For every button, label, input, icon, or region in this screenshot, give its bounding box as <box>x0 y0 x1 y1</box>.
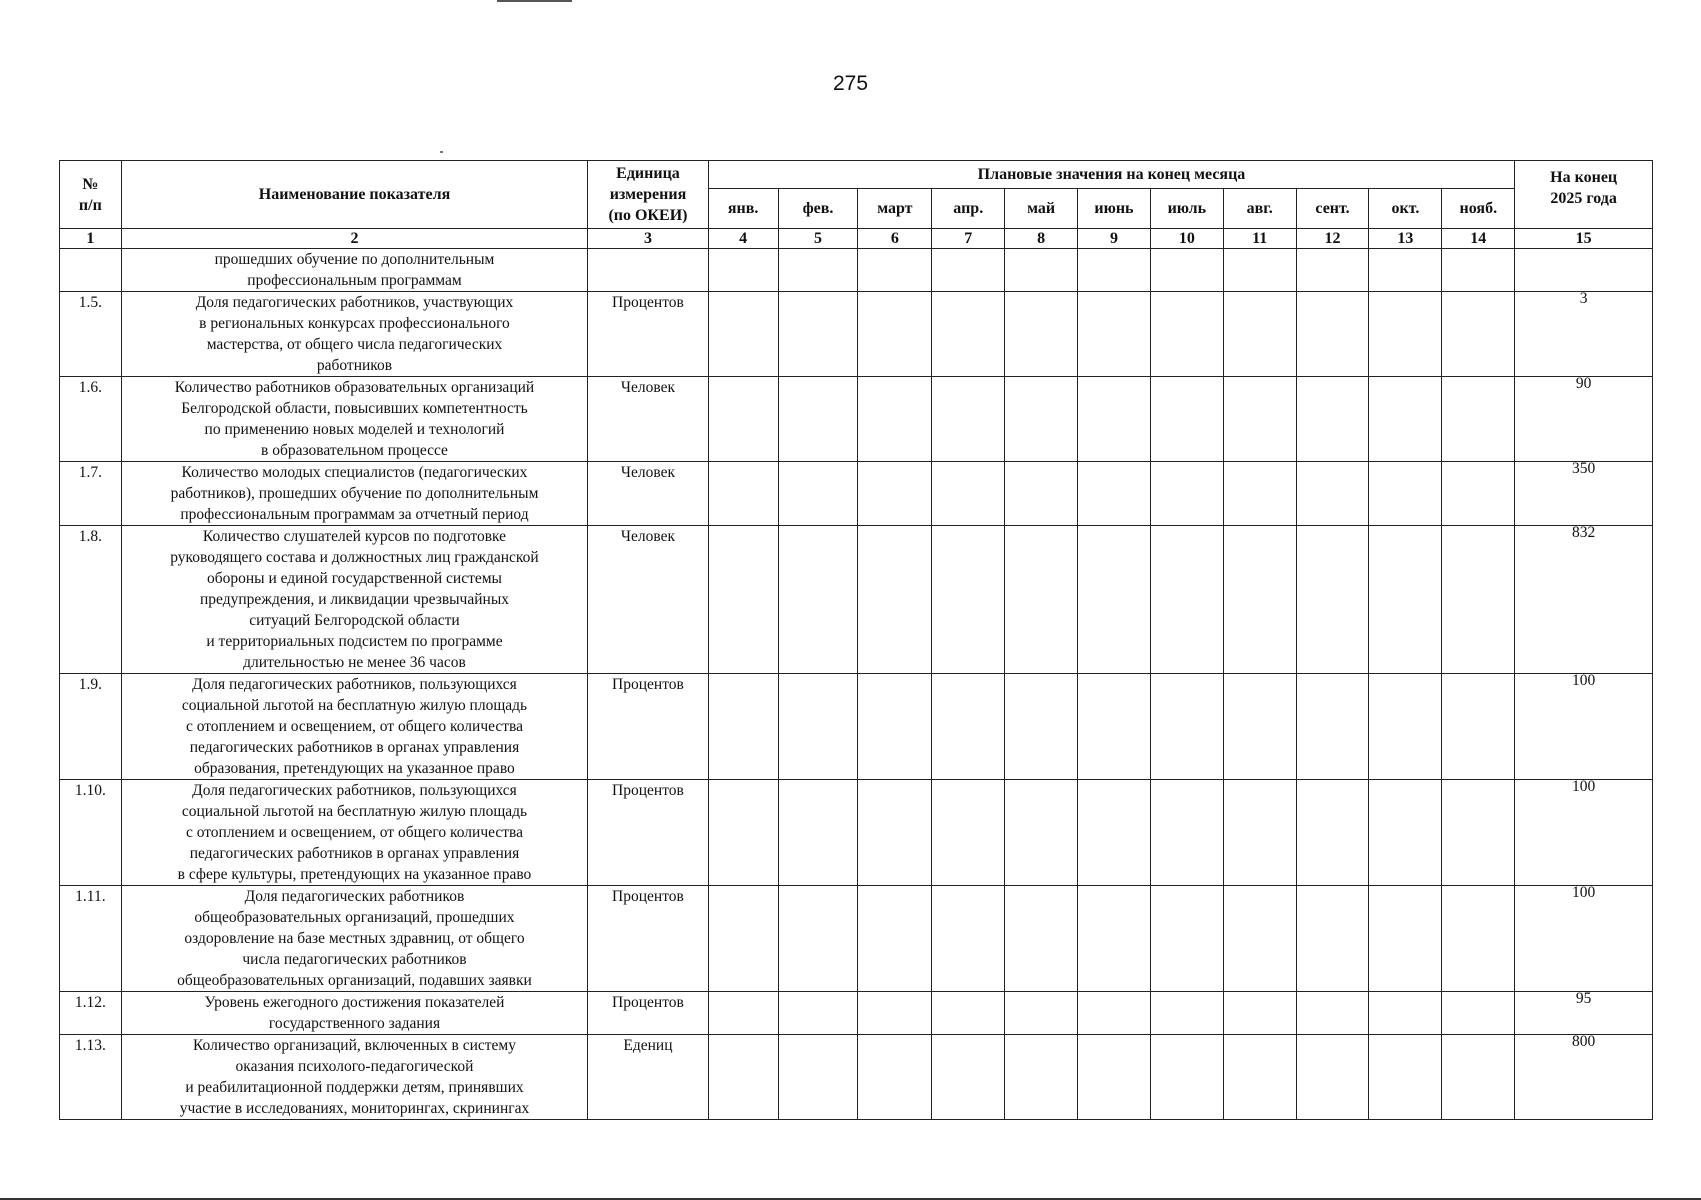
header-column-number: 2 <box>121 229 588 249</box>
header-column-number: 3 <box>588 229 708 249</box>
month-value-cell <box>932 992 1005 1035</box>
month-value-cell <box>1442 674 1515 780</box>
month-value-cell <box>708 249 778 292</box>
header-month: апр. <box>932 189 1005 229</box>
month-value-cell <box>1369 249 1442 292</box>
row-number-text: 1.8. <box>78 528 102 545</box>
indicator-name-text: Количество организаций, включенных в систему оказания психолого-педагогической и реабилитационной поддержки детям, принявших участие в исследованиях, мониторингах, скринингах <box>179 1037 530 1117</box>
month-value-cell <box>1442 249 1515 292</box>
unit-of-measure-text: Процентов <box>612 888 684 905</box>
indicator-name <box>121 674 588 780</box>
row-number-text: 1.9. <box>78 676 102 693</box>
table-row <box>60 249 1653 292</box>
month-value-cell <box>1150 292 1223 377</box>
row-number <box>60 377 122 462</box>
month-value-cell <box>1223 780 1296 886</box>
end-of-year-value <box>1515 1035 1653 1120</box>
month-value-cell <box>1369 526 1442 674</box>
month-value-cell <box>708 674 778 780</box>
row-number <box>60 886 122 992</box>
month-value-cell <box>1005 674 1078 780</box>
unit-of-measure <box>588 992 708 1035</box>
unit-of-measure <box>588 462 708 526</box>
month-value-cell <box>1296 674 1369 780</box>
month-value-cell <box>1369 886 1442 992</box>
end-of-year-value-text: 800 <box>1572 1034 1596 1050</box>
month-value-cell <box>1078 526 1151 674</box>
end-of-year-value <box>1515 780 1653 886</box>
month-value-cell <box>1150 1035 1223 1120</box>
header-month: май <box>1005 189 1078 229</box>
header-unit: Единица измерения (по ОКЕИ) <box>588 161 708 229</box>
row-number-text: 1.10. <box>74 782 106 799</box>
end-of-year-value <box>1515 292 1653 377</box>
row-number-text: 1.6. <box>78 379 102 396</box>
month-value-cell <box>1150 992 1223 1035</box>
month-value-cell <box>858 526 932 674</box>
month-value-cell <box>1296 1035 1369 1120</box>
indicator-name-text: Количество слушателей курсов по подготовке руководящего состава и должностных лиц гражданской обороны и единой государственной системы предупреждения, и ликвидации чрезвычайных ситуаций Белгородской области и территориальных подсистем по программе длительностью не менее 36 часов <box>170 528 539 671</box>
end-of-year-value-text: 832 <box>1572 525 1596 541</box>
month-value-cell <box>1296 462 1369 526</box>
month-value-cell <box>1150 526 1223 674</box>
month-value-cell <box>778 992 858 1035</box>
indicator-name-text: Количество работников образовательных организаций Белгородской области, повысивших компетентность по применению новых моделей и технологий в образовательном процессе <box>174 379 535 459</box>
month-value-cell <box>778 377 858 462</box>
header-column-number: 6 <box>858 229 932 249</box>
month-value-cell <box>708 462 778 526</box>
month-value-cell <box>1223 674 1296 780</box>
header-month: нояб. <box>1442 189 1515 229</box>
month-value-cell <box>1005 292 1078 377</box>
unit-of-measure <box>588 886 708 992</box>
header-column-number: 15 <box>1515 229 1653 249</box>
indicator-name <box>121 292 588 377</box>
month-value-cell <box>708 780 778 886</box>
month-value-cell <box>1223 992 1296 1035</box>
end-of-year-value-text: 90 <box>1575 376 1592 392</box>
end-of-year-value-text: 100 <box>1572 673 1596 689</box>
end-of-year-value-text: 3 <box>1579 291 1588 307</box>
header-column-number: 10 <box>1150 229 1223 249</box>
table-row <box>60 674 1653 780</box>
month-value-cell <box>1150 780 1223 886</box>
month-value-cell <box>1078 780 1151 886</box>
unit-of-measure-text: Человек <box>620 379 675 396</box>
row-number <box>60 674 122 780</box>
month-value-cell <box>1296 886 1369 992</box>
indicator-name <box>121 377 588 462</box>
month-value-cell <box>1078 377 1151 462</box>
header-column-number: 4 <box>708 229 778 249</box>
header-column-number: 13 <box>1369 229 1442 249</box>
month-value-cell <box>1442 886 1515 992</box>
month-value-cell <box>708 992 778 1035</box>
header-plan-values: Плановые значения на конец месяца <box>708 161 1515 189</box>
month-value-cell <box>1150 377 1223 462</box>
month-value-cell <box>858 780 932 886</box>
end-of-year-value-text: 95 <box>1575 991 1592 1007</box>
indicators-table <box>59 160 1653 1120</box>
end-of-year-value <box>1515 674 1653 780</box>
header-month: июль <box>1150 189 1223 229</box>
header-num: № п/п <box>60 161 122 229</box>
month-value-cell <box>1078 992 1151 1035</box>
header-end-of-year: На конец 2025 года <box>1515 161 1653 229</box>
row-number <box>60 992 122 1035</box>
month-value-cell <box>1005 249 1078 292</box>
month-value-cell <box>1078 292 1151 377</box>
table-row <box>60 992 1653 1035</box>
month-value-cell <box>932 886 1005 992</box>
month-value-cell <box>1223 462 1296 526</box>
header-month: март <box>858 189 932 229</box>
month-value-cell <box>778 526 858 674</box>
row-number <box>60 249 122 292</box>
indicator-name <box>121 886 588 992</box>
end-of-year-value-text: 100 <box>1572 779 1596 795</box>
indicator-name-text: Доля педагогических работников общеобразовательных организаций, прошедших оздоровление на базе местных здравниц, от общего числа педагогических работников общеобразовательных организаций, подавших заявки <box>177 888 532 989</box>
header-column-number: 7 <box>932 229 1005 249</box>
end-of-year-value <box>1515 526 1653 674</box>
month-value-cell <box>778 780 858 886</box>
month-value-cell <box>858 886 932 992</box>
month-value-cell <box>858 992 932 1035</box>
header-indicator-name: Наименование показателя <box>121 161 588 229</box>
header-column-number: 14 <box>1442 229 1515 249</box>
unit-of-measure <box>588 292 708 377</box>
month-value-cell <box>1369 292 1442 377</box>
unit-of-measure <box>588 674 708 780</box>
row-number <box>60 780 122 886</box>
header-column-number: 1 <box>60 229 122 249</box>
table-row <box>60 462 1653 526</box>
end-of-year-value <box>1515 992 1653 1035</box>
month-value-cell <box>932 1035 1005 1120</box>
table-row <box>60 780 1653 886</box>
row-number-text: 1.13. <box>74 1037 106 1054</box>
month-value-cell <box>1078 1035 1151 1120</box>
table-row <box>60 526 1653 674</box>
month-value-cell <box>708 377 778 462</box>
month-value-cell <box>932 377 1005 462</box>
month-value-cell <box>1150 462 1223 526</box>
month-value-cell <box>1005 377 1078 462</box>
row-number <box>60 462 122 526</box>
indicator-name <box>121 526 588 674</box>
indicator-name-text: прошедших обучение по дополнительным профессиональным программам <box>214 251 495 289</box>
unit-of-measure <box>588 377 708 462</box>
month-value-cell <box>1005 462 1078 526</box>
indicator-name-text: Количество молодых специалистов (педагогических работников), прошедших обучение по дополнительным профессиональным программам за отчетный период <box>170 464 539 523</box>
table-row <box>60 1035 1653 1120</box>
unit-of-measure-text: Едениц <box>623 1037 673 1054</box>
month-value-cell <box>858 674 932 780</box>
month-value-cell <box>858 462 932 526</box>
month-value-cell <box>1150 886 1223 992</box>
month-value-cell <box>1223 1035 1296 1120</box>
row-number <box>60 1035 122 1120</box>
page-number: 275 <box>832 72 869 95</box>
header-column-number: 9 <box>1078 229 1151 249</box>
end-of-year-value-text: 100 <box>1572 885 1596 901</box>
month-value-cell <box>1005 886 1078 992</box>
month-value-cell <box>1223 377 1296 462</box>
header-column-number: 5 <box>778 229 858 249</box>
month-value-cell <box>1442 780 1515 886</box>
month-value-cell <box>932 249 1005 292</box>
month-value-cell <box>778 674 858 780</box>
month-value-cell <box>858 377 932 462</box>
row-number-text: 1.12. <box>74 994 106 1011</box>
month-value-cell <box>708 526 778 674</box>
month-value-cell <box>1223 292 1296 377</box>
end-of-year-value <box>1515 462 1653 526</box>
month-value-cell <box>1223 886 1296 992</box>
indicator-name <box>121 1035 588 1120</box>
header-month: июнь <box>1078 189 1151 229</box>
month-value-cell <box>1442 377 1515 462</box>
month-value-cell <box>932 526 1005 674</box>
month-value-cell <box>1150 249 1223 292</box>
row-number <box>60 292 122 377</box>
month-value-cell <box>1223 249 1296 292</box>
end-of-year-value <box>1515 886 1653 992</box>
top-edge-rule <box>497 0 572 2</box>
month-value-cell <box>708 292 778 377</box>
month-value-cell <box>1442 992 1515 1035</box>
month-value-cell <box>1078 886 1151 992</box>
month-value-cell <box>1296 992 1369 1035</box>
scan-speck <box>440 151 443 153</box>
header-month: сент. <box>1296 189 1369 229</box>
unit-of-measure-text: Процентов <box>612 782 684 799</box>
month-value-cell <box>1442 526 1515 674</box>
month-value-cell <box>1369 992 1442 1035</box>
table-row <box>60 886 1653 992</box>
unit-of-measure-text: Человек <box>620 464 675 481</box>
indicator-name <box>121 462 588 526</box>
month-value-cell <box>1442 462 1515 526</box>
unit-of-measure <box>588 780 708 886</box>
indicator-name <box>121 249 588 292</box>
row-number-text: 1.5. <box>78 294 102 311</box>
month-value-cell <box>1369 674 1442 780</box>
month-value-cell <box>1005 992 1078 1035</box>
month-value-cell <box>1442 292 1515 377</box>
indicator-name <box>121 992 588 1035</box>
month-value-cell <box>932 292 1005 377</box>
header-month: авг. <box>1223 189 1296 229</box>
header-column-number: 11 <box>1223 229 1296 249</box>
indicator-name-text: Доля педагогических работников, пользующихся социальной льготой на бесплатную жилую площадь с отоплением и освещением, от общего количества педагогических работников в органах управления в сфере культуры, претендующих на указанное право <box>177 782 532 883</box>
month-value-cell <box>1369 462 1442 526</box>
month-value-cell <box>778 1035 858 1120</box>
table-row <box>60 292 1653 377</box>
month-value-cell <box>1078 674 1151 780</box>
month-value-cell <box>858 292 932 377</box>
month-value-cell <box>1078 249 1151 292</box>
month-value-cell <box>858 1035 932 1120</box>
indicator-name-text: Доля педагогических работников, пользующихся социальной льготой на бесплатную жилую площадь с отоплением и освещением, от общего количества педагогических работников в органах управления образования, претендующих на указанное право <box>181 676 528 777</box>
unit-of-measure-text: Процентов <box>612 994 684 1011</box>
month-value-cell <box>778 292 858 377</box>
table-row <box>60 377 1653 462</box>
header-month: окт. <box>1369 189 1442 229</box>
month-value-cell <box>932 462 1005 526</box>
row-number-text: 1.11. <box>75 888 106 905</box>
month-value-cell <box>1442 1035 1515 1120</box>
header-column-number: 8 <box>1005 229 1078 249</box>
unit-of-measure <box>588 249 708 292</box>
month-value-cell <box>932 674 1005 780</box>
end-of-year-value <box>1515 249 1653 292</box>
indicator-name-text: Доля педагогических работников, участвующих в региональных конкурсах профессионального мастерства, от общего числа педагогических работников <box>195 294 514 374</box>
header-month: янв. <box>708 189 778 229</box>
month-value-cell <box>708 886 778 992</box>
end-of-year-value <box>1515 377 1653 462</box>
row-number <box>60 526 122 674</box>
unit-of-measure-text: Процентов <box>612 294 684 311</box>
month-value-cell <box>1296 780 1369 886</box>
month-value-cell <box>1296 377 1369 462</box>
month-value-cell <box>1005 780 1078 886</box>
indicator-name-text: Уровень ежегодного достижения показателей государственного задания <box>204 994 505 1032</box>
header-column-number: 12 <box>1296 229 1369 249</box>
unit-of-measure-text: Процентов <box>612 676 684 693</box>
month-value-cell <box>778 462 858 526</box>
indicator-name <box>121 780 588 886</box>
end-of-year-value-text: 350 <box>1572 461 1596 477</box>
month-value-cell <box>1296 526 1369 674</box>
month-value-cell <box>932 780 1005 886</box>
unit-of-measure <box>588 1035 708 1120</box>
month-value-cell <box>1369 780 1442 886</box>
month-value-cell <box>858 249 932 292</box>
month-value-cell <box>1369 1035 1442 1120</box>
header-month: фев. <box>778 189 858 229</box>
month-value-cell <box>1296 249 1369 292</box>
month-value-cell <box>1005 1035 1078 1120</box>
month-value-cell <box>1369 377 1442 462</box>
month-value-cell <box>1005 526 1078 674</box>
month-value-cell <box>1223 526 1296 674</box>
unit-of-measure <box>588 526 708 674</box>
month-value-cell <box>778 249 858 292</box>
month-value-cell <box>708 1035 778 1120</box>
unit-of-measure-text: Человек <box>620 528 675 545</box>
row-number-text: 1.7. <box>78 464 102 481</box>
month-value-cell <box>1150 674 1223 780</box>
month-value-cell <box>778 886 858 992</box>
month-value-cell <box>1296 292 1369 377</box>
month-value-cell <box>1078 462 1151 526</box>
